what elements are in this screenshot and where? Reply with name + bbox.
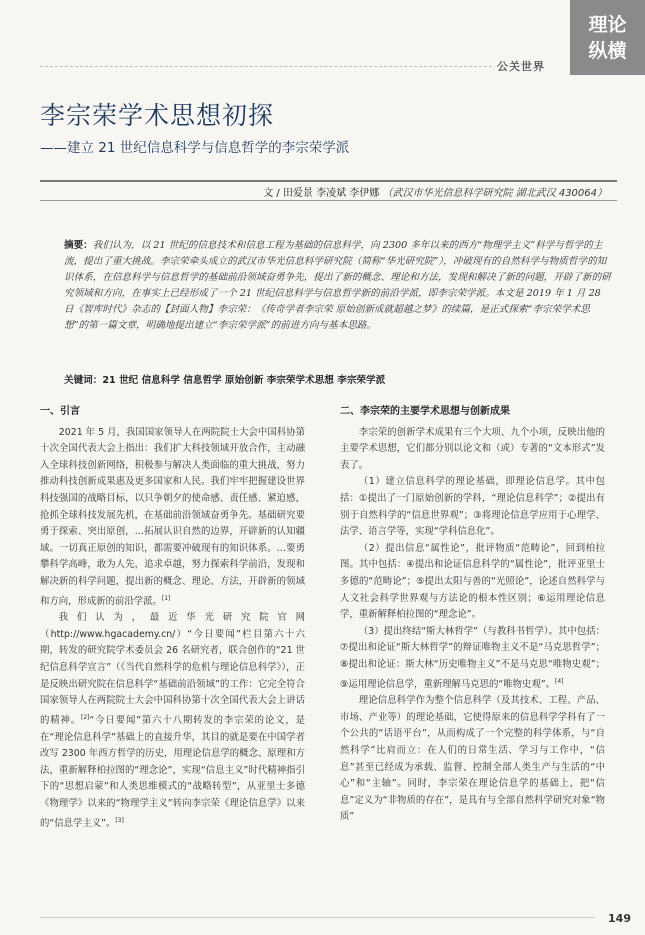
abstract <box>64 238 612 334</box>
article-subtitle: ——建立 21 世纪信息科学与信息哲学的李宗荣学派 <box>40 140 350 156</box>
article-title: 李宗荣学术思想初探 <box>40 101 275 130</box>
keywords-label: 关键词： <box>64 375 103 386</box>
right-column <box>340 404 605 826</box>
paragraph: 我们认为，最近华光研究院官网（http://www.hgacademy.cn/）“今日要闻”栏目第六十六期，转发的研究院学术委员会 26 名研究者，联合创作的“21 世纪信息科学宣言”（《当代自然科学的危机与理论信息科学》），正是反映出研究院在信息科学“基础前沿领域”的工作：它完全符合国家领导人在两院院士大会中国科协第十次全国代表大会上讲话的精神。[2]“今日要闻”第六十八期转发的李宗荣的论文，是在“理论信息科学”基础上的直接升华，其目的就是要在中国学者改写 2300 年西方哲学的历史，用理论信息学的概念、原理和方法，重新解释柏拉图的“理念论”，实现“信息主义”时代精神指引下的“思想启蒙”和人类思维模式的“战略转型”，从亚里士多德《物理学》以来的“物理学主义”转向李宗荣《理论信息学》以来的“信息学主义”。[3] <box>40 612 305 829</box>
abstract-text: 我们认为，以 21 世纪的信息技术和信息工程为基础的信息科学，向 2300 多年以来的西方“物理学主义”科学与哲学的主流，提出了重大挑战。李宗荣牵头成立的武汉市华光信息科学研究院（简称“华光研究院”），冲破现有的自然科学与物质哲学的知识体系，在信息科学与信息哲学的基础前沿领域奋勇争先，提出了新的概念、理论和方法，发现和解决了新的问题，开辟了新的研究领域和方向，在事实上已经形成了一个 21 世纪信息科学与信息哲学新的前沿学派，即李宗荣学派。本文是 2019 年 1 月 28 日《智库时代》杂志的【封面人物】李宗荣：《传奇学者李宗荣 原始创新成就超越之梦》的续篇，是正式探索“李宗荣学术思想”的第一篇文章，明确地提出建立“李宗荣学派”的前进方向与基本思路。 <box>64 240 611 331</box>
badge-line-2: 纵横 <box>588 39 627 62</box>
section-heading-main: 二、李宗荣的主要学术思想与创新成果 <box>340 406 510 417</box>
reference-mark: [3] <box>115 816 124 824</box>
authors: 文 / 田爱景 李凌斌 李伊娜 <box>263 188 380 199</box>
affiliation: （武汉市华光信息科学研究院 湖北武汉 430064） <box>382 188 607 199</box>
section-heading-intro: 一、引言 <box>40 406 80 417</box>
column-badge <box>570 0 645 75</box>
paragraph: 李宗荣的创新学术成果有三个大项、九个小项，反映出他的主要学术思想，它们都分别以论文和（或）专著的“文本形式”发表了。 <box>340 426 605 471</box>
keywords <box>64 372 612 386</box>
header-rule <box>40 66 492 67</box>
author-line <box>263 184 607 199</box>
paragraph: 理论信息科学作为整个信息科学（及其技术、工程、产品、市场、产业等）的理论基础，它使得原来的信息科学学科有了一个公共的“话语平台”，从而构成了一个完整的科学体系，与“自然科学”比肩而立：在人们的日常生活、学习与工作中，“信息”甚至已经成为承载、监督、控制全部人类生产与生活的“中心”和“主轴”。同时，李宗荣在理论信息学的基础上，把“信息”定义为“非物质的存在”，是具有与全部自然科学研究对象“物质” <box>340 695 605 823</box>
author-rule-bottom <box>40 200 617 201</box>
section-mark: 公关世界 <box>497 60 545 73</box>
paragraph: （1）建立信息科学的理论基础，即理论信息学。其中包括：①提出了一门原始创新的学科，“理论信息科学”；②提出有别于自然科学的“信息世界观”；③将理论信息学应用于心理学、法学、语言学等，实现“学科信息化”。 <box>340 476 605 538</box>
left-column <box>40 404 305 832</box>
abstract-label: 摘要： <box>64 240 93 251</box>
paragraph: （2）提出信息“属性论”，批评物质“范畴论”，回到柏拉图。其中包括：④提出和论证信息科学的“属性论”，批评亚里士多德的“范畴论”；⑤提出太阳与善的“光照论”，论述自然科学与人文社会科学世界观与方法论的根本性区别；⑥运用理论信息学，重新解释柏拉图的“理念论”。 <box>340 542 605 621</box>
paragraph: 2021 年 5 月，我国国家领导人在两院院士大会中国科协第十次全国代表大会上指出：我们扩大科技领域开放合作，主动融入全球科技创新网络，积极参与解决人类面临的重大挑战，努力推动科技创新成果惠及更多国家和人民。我们牢牢把握建设世界科技强国的战略目标，以只争朝夕的使命感、责任感、紧迫感，抢抓全球科技发展先机，在基础前沿领域奋勇争先。基础研究要勇于探索、突出原创，…拓展认识自然的边界，开辟新的认知疆域。一切真正原创的知识，都需要冲破现有的知识体系。…要勇攀科学高峰，敢为人先，追求卓越，努力探索科学前沿，发现和解决新的科学问题，提出新的概念、理论、方法，开辟新的领域和方向，形成新的前沿学派。[1] <box>40 426 305 607</box>
badge-line-1: 理论 <box>588 13 627 36</box>
keywords-text: 21 世纪 信息科学 信息哲学 原始创新 李宗荣学术思想 李宗荣学派 <box>102 375 386 386</box>
paragraph: （3）提出终结“斯大林哲学”（与教科书哲学）。其中包括：⑦提出和论证“斯大林哲学”的辩证唯物主义不是“马克思哲学”；⑧提出和论证：斯大林“历史唯物主义”不是马克思“唯物史观”；⑨运用理论信息学，重新理解马克思的“唯物史观”。[4] <box>340 625 605 690</box>
reference-mark: [1] <box>161 594 171 602</box>
reference-mark: [4] <box>555 677 564 685</box>
footer-rule <box>40 917 595 918</box>
reference-mark: [2] <box>80 713 90 721</box>
page-number: 149 <box>608 912 631 925</box>
author-rule-top <box>40 180 617 182</box>
